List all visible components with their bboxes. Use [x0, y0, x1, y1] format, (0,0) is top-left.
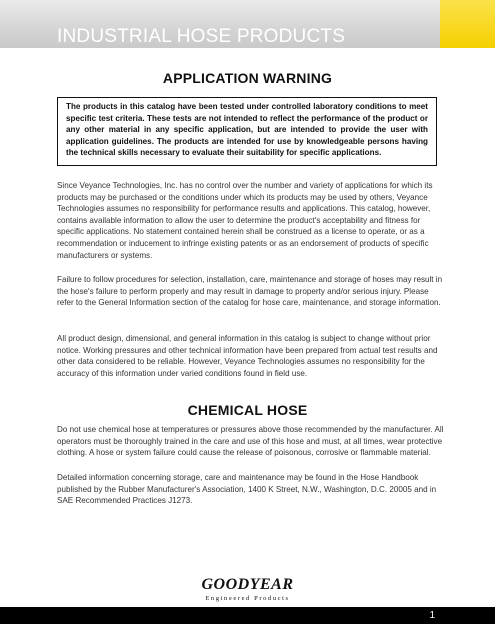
- goodyear-logo: [0, 576, 495, 602]
- warning-box: The products in this catalog have been tested under controlled laboratory conditions to meet specific test criteria. These tests are not intended to reflect the performance of the product or any other material in any specific application, but are intended to provide the user with application guidelines. The products are intended for use by knowledgeable persons having the technical skills necessary to evaluate their suitability for specific applications.: [57, 97, 437, 166]
- warning-paragraph-1: Since Veyance Technologies, Inc. has no control over the number and variety of applications for which its products may be purchased or the conditions under which its products may be used by others, Veyance Technologies assumes no responsibility for performance results and applications. This catalog, however, contains available information to allow the user to determine the product's acceptability and fitness for specific applications. No statement contained herein shall be construed as a license to operate, or as a recommendation or inducement to infringe existing patents or as an endorsement of products of specific manufacturers or systems.: [57, 181, 433, 260]
- header-accent: [440, 0, 495, 48]
- application-warning-heading: APPLICATION WARNING: [162, 70, 333, 86]
- chemical-paragraph-1: Do not use chemical hose at temperatures or pressures above those recommended by the manufacturer. All operators must be thoroughly trained in the care and use of this hose and must, at all times, wear protective clothing. A hose or system failure could cause the release of poisonous, corrosive or flammable material.: [57, 425, 444, 458]
- warning-paragraph-2: Failure to follow procedures for selection, installation, care, maintenance and storage of hoses may result in the hose's failure to perform properly and may result in damage to property and/or serious injury. Please refer to the General Information section of the catalog for hose care, maintenance, and storage information.: [57, 275, 443, 308]
- chemical-paragraph-2: Detailed information concerning storage, care and maintenance may be found in the Hose Handbook published by the Rubber Manufacturer's Association, 1400 K Street, N.W., Washington, D.C. 20005 and in SAE Recommended Practices J1273.: [57, 473, 437, 506]
- page-title: INDUSTRIAL HOSE PRODUCTS: [57, 26, 346, 47]
- chemical-hose-heading: CHEMICAL HOSE: [187, 402, 308, 418]
- logo-brand: GOODYEAR: [201, 576, 294, 593]
- page-number: 1: [429, 610, 435, 621]
- logo-tagline: Engineered Products: [205, 595, 290, 602]
- warning-paragraph-3: All product design, dimensional, and general information in this catalog is subject to change without prior notice. Working pressures and other technical information have been prepared from actual test results and other data considered to be reliable. However, Veyance Technologies assumes no responsibility for the accuracy of this information under varied conditions found in field use.: [57, 334, 438, 378]
- footer-bar: [0, 607, 495, 624]
